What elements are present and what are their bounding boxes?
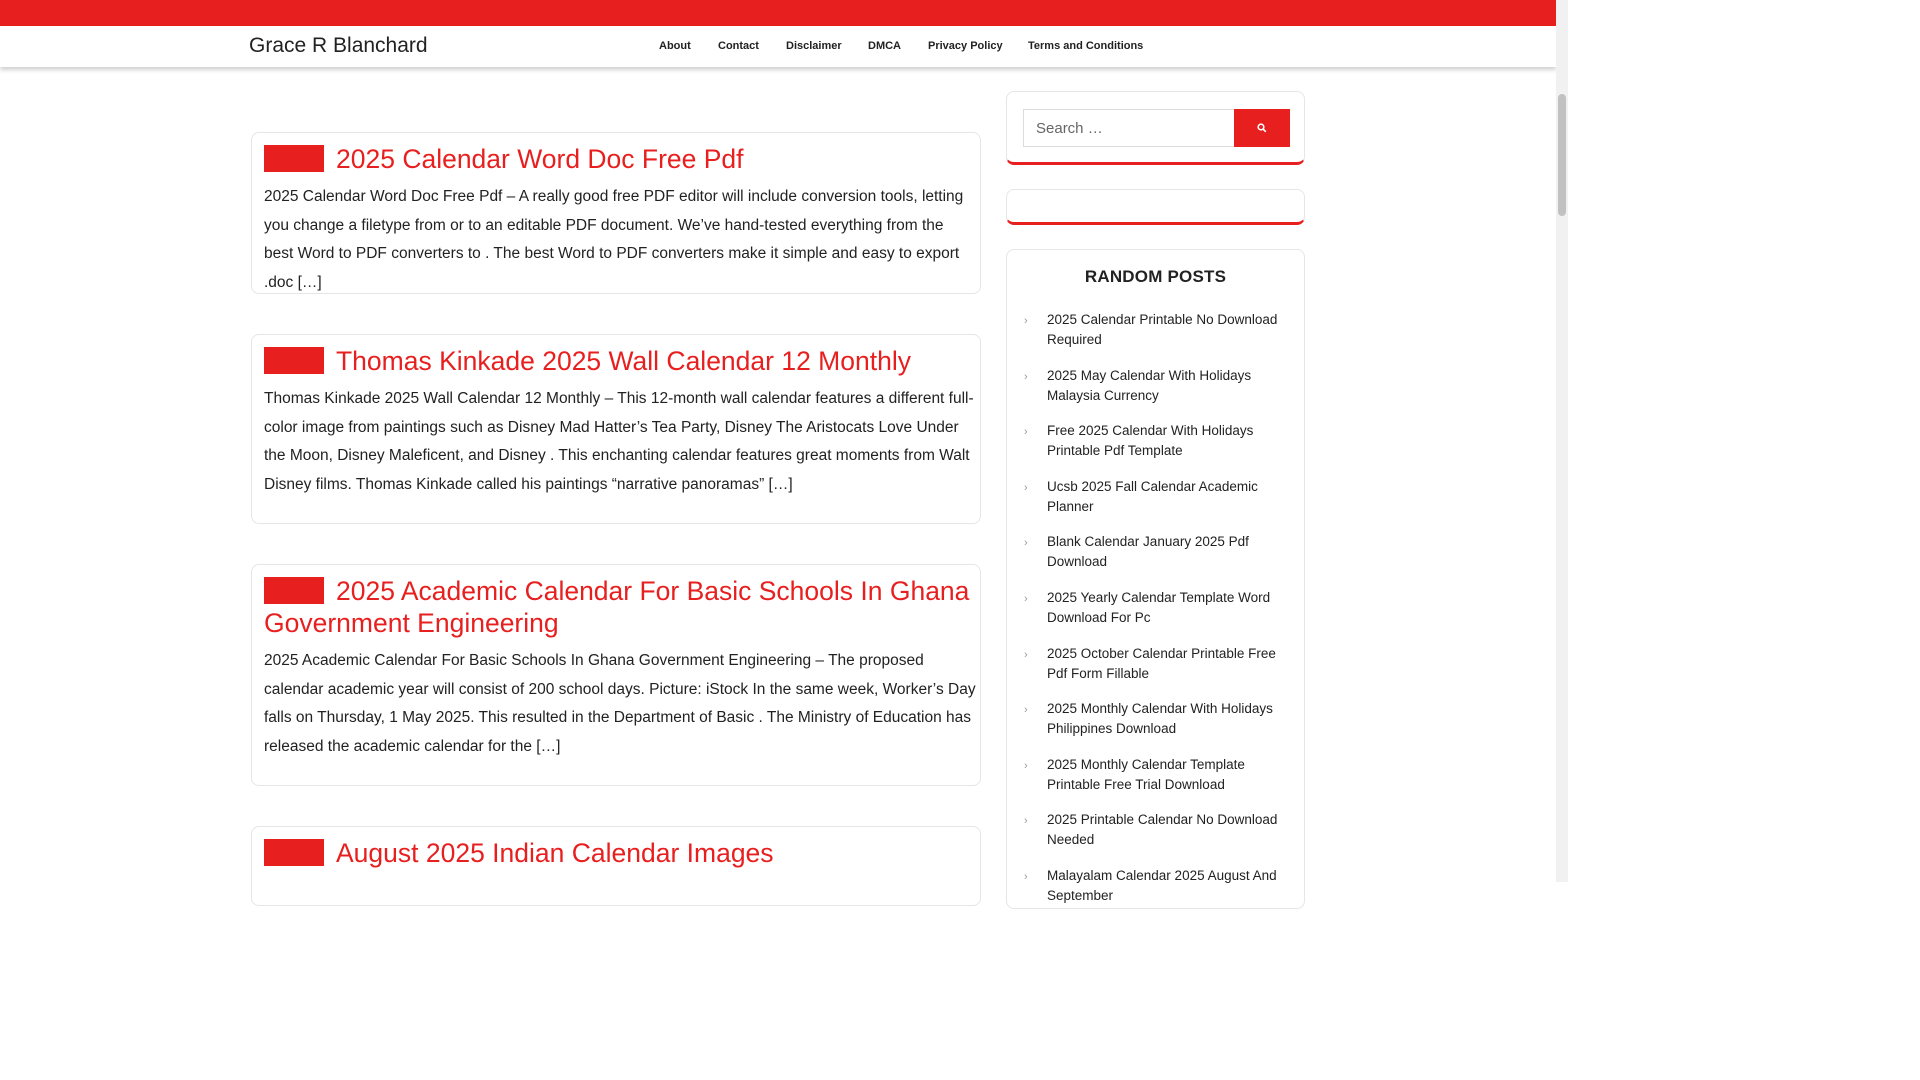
random-post-link[interactable]: 2025 Monthly Calendar Template Printable Free Trial Download [1047,756,1245,792]
post-card [251,334,981,524]
chevron-right-icon: › [1024,592,1028,605]
list-item [1024,310,1294,366]
post-excerpt: 2025 Calendar Word Doc Free Pdf – A really good free PDF editor will include conversion tools, letting you change a filetype from or to an editable PDF document. We’ve hand-tested everything from the best Word to PDF converters to . The best Word to PDF converters make it simple and easy to export .doc […] [264,188,964,291]
random-post-link[interactable]: 2025 Calendar Printable No Download Required [1047,312,1278,347]
random-post-link[interactable]: 2025 October Calendar Printable Free Pdf Form Fillable [1047,645,1276,681]
scrollbar-thumb[interactable] [1558,94,1566,216]
random-post-link[interactable]: 2025 May Calendar With Holidays Malaysia Currency [1047,367,1252,403]
list-item [1024,699,1294,755]
chevron-right-icon: › [1024,759,1028,772]
random-post-link[interactable]: Ucsb 2025 Fall Calendar Academic Planner [1047,478,1258,514]
random-post-link[interactable]: 2025 Printable Calendar No Download Needed [1047,812,1278,848]
random-post-link[interactable]: Free 2025 Calendar With Holidays Printable Pdf Template [1047,423,1254,459]
list-item [1024,644,1294,700]
list-item [1024,477,1294,533]
post-title [264,143,974,175]
search-widget [1006,91,1305,165]
list-item [1024,866,1294,922]
site-title[interactable]: Grace R Blanchard [249,34,428,57]
nav-about[interactable]: About [659,40,691,52]
chevron-right-icon: › [1024,537,1028,550]
post-title-link[interactable]: August 2025 Indian Calendar Images [336,838,774,868]
nav-dmca[interactable]: DMCA [868,40,901,52]
post-title-link[interactable]: Thomas Kinkade 2025 Wall Calendar 12 Monthly [336,346,911,376]
list-item [1024,532,1294,588]
search-button[interactable] [1234,109,1290,147]
main-nav [0,40,1556,54]
nav-disclaimer[interactable]: Disclaimer [786,40,842,52]
search-icon [1257,123,1267,133]
chevron-right-icon: › [1024,315,1028,327]
list-item [1024,810,1294,866]
post-card [251,132,981,294]
page-scrollbar[interactable] [1556,0,1568,882]
random-posts-widget [1006,249,1305,909]
post-title [264,575,974,639]
chevron-right-icon: › [1024,481,1028,494]
post-title [264,837,974,869]
random-post-link[interactable]: 2025 Monthly Calendar With Holidays Philippines Download [1047,701,1273,737]
post-card [251,826,981,906]
top-accent-bar [0,0,1556,26]
chevron-right-icon: › [1024,704,1028,717]
post-excerpt: 2025 Academic Calendar For Basic Schools In Ghana Government Engineering – The proposed calendar academic year will consist of 200 school days. Picture: iStock In the same week, Worker’s Day falls on Thursday, 1 May 2025. This resulted in the Department of Basic . The Ministry of Education has released the academic calendar for the […] [264,652,976,755]
nav-terms-and-conditions[interactable]: Terms and Conditions [1028,40,1144,52]
chevron-right-icon: › [1024,648,1028,661]
search-input[interactable] [1023,109,1235,147]
site-header [0,26,1556,67]
post-excerpt: Thomas Kinkade 2025 Wall Calendar 12 Monthly – This 12-month wall calendar features a different full-color image from paintings such as Disney Mad Hatter’s Tea Party, Disney The Aristocats Love Under the Moon, Disney Maleficent, and Disney . This enchanting calendar features great moments from Walt Disney films. Thomas Kinkade called his paintings “narrative panoramas” […] [264,390,974,493]
list-item [1024,588,1294,644]
random-posts-list [1024,310,1294,922]
post-title [264,345,974,377]
list-item [1024,755,1294,811]
list-item [1024,366,1294,422]
sidebar-widget-empty [1006,189,1305,225]
random-post-link[interactable]: Malayalam Calendar 2025 August And September [1047,867,1277,903]
nav-contact[interactable]: Contact [718,40,759,52]
post-title-link[interactable]: 2025 Academic Calendar For Basic Schools In Ghana Government Engineering [264,576,970,638]
nav-privacy-policy[interactable]: Privacy Policy [928,40,1003,52]
random-post-link[interactable]: Blank Calendar January 2025 Pdf Download [1047,534,1249,570]
random-post-link[interactable]: 2025 Yearly Calendar Template Word Download For Pc [1047,589,1271,625]
chevron-right-icon: › [1024,870,1028,883]
list-item [1024,421,1294,477]
chevron-right-icon: › [1024,426,1028,439]
post-card [251,564,981,786]
chevron-right-icon: › [1024,815,1028,828]
widget-title: RANDOM POSTS [1084,267,1227,286]
post-title-link[interactable]: 2025 Calendar Word Doc Free Pdf [336,144,744,174]
chevron-right-icon: › [1024,370,1028,383]
